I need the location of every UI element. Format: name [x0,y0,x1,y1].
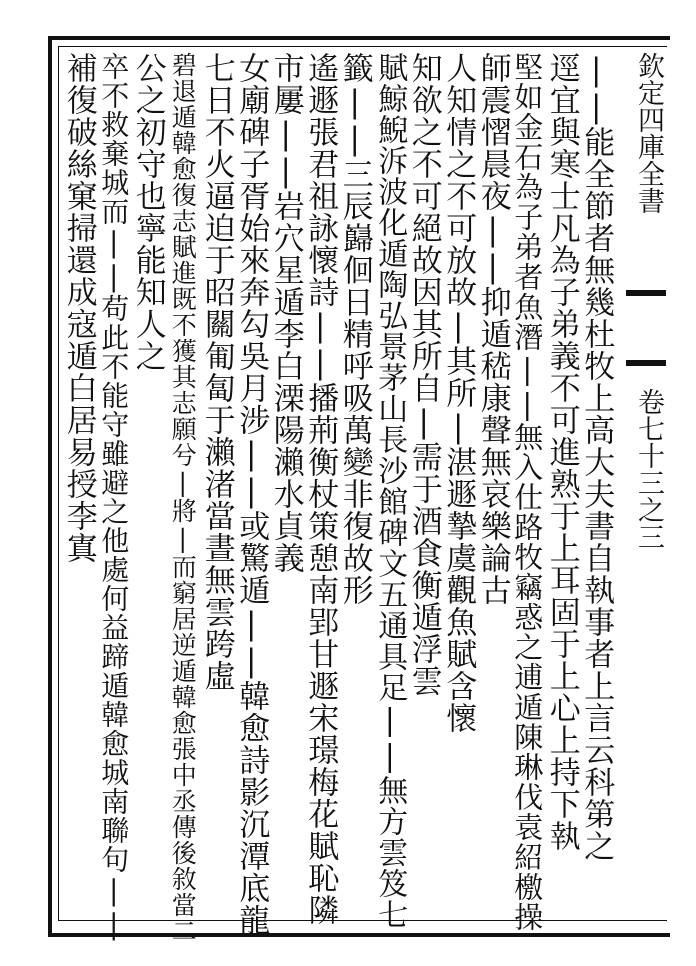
text-column-8: 籤||三辰巋佪日精呼吸萬變非復故形 [336,52,373,606]
volume-label: 卷七十三之三 [633,388,664,550]
text-column-4: 師震慴晨夜||抑遁嵇康聲無哀樂論古 [474,52,511,606]
margin-column [630,52,666,920]
text-column-15: 卒不救棄城而||苟此不能守雖避之他處何益蹄遁韓愈城南聯句|| [97,52,131,942]
text-column-7: 賦鯨鯢泝波化遁陶弘景茅山長沙館碑文五通具足||無方雲笈七 [372,52,408,930]
text-column-5: 人知情之不可放故|其所|湛遯摯虞觀魚賦含懷 [440,52,477,734]
book-title: 欽定四庫全書 [633,52,664,214]
text-column-3: 堅如金石為子弟者魚潛||無入仕路牧竊惑之逋遁陳琳伐袁紹檄操 [510,52,545,932]
text-column-11: 女廟碑子胥始來奔勾吳月涉||或驚遁||韓愈詩影沉潭底龍 [233,52,270,936]
fishtail-mark [626,290,666,366]
text-column-2: 逕宜與寒士凡為子弟義不可進熟于上耳固于上心上持下執 [543,52,580,852]
text-column-6: 知欲之不可絕故因其所自|需于酒食衡遁浮雲 [405,52,442,697]
text-column-1: ||能全節者無幾杜牧上高大夫書自執事者上言云科第之 [578,52,615,862]
text-column-12: 七日不火逼迫于昭關匍匐于瀨渚當晝無雲跨虛 [198,52,235,692]
text-column-16: 補復破絲窠掃還成寇遁白居易授李寘 [60,52,97,564]
text-column-13: 碧退遁韓愈復志賦進既不獲其志願兮|將|而窮居逆遁韓愈張中丞傳後敘當二 [168,52,198,944]
text-column-9: 遙遯張君祖詠懷詩||播荊衡杖策憩南郢甘遯宋璟梅花賦恥隣 [302,52,339,926]
text-column-14: 公之初守也寧能知人之 [129,52,166,372]
text-column-10: 市屢||岩穴星遁李白溧陽瀨水貞義 [267,52,304,574]
